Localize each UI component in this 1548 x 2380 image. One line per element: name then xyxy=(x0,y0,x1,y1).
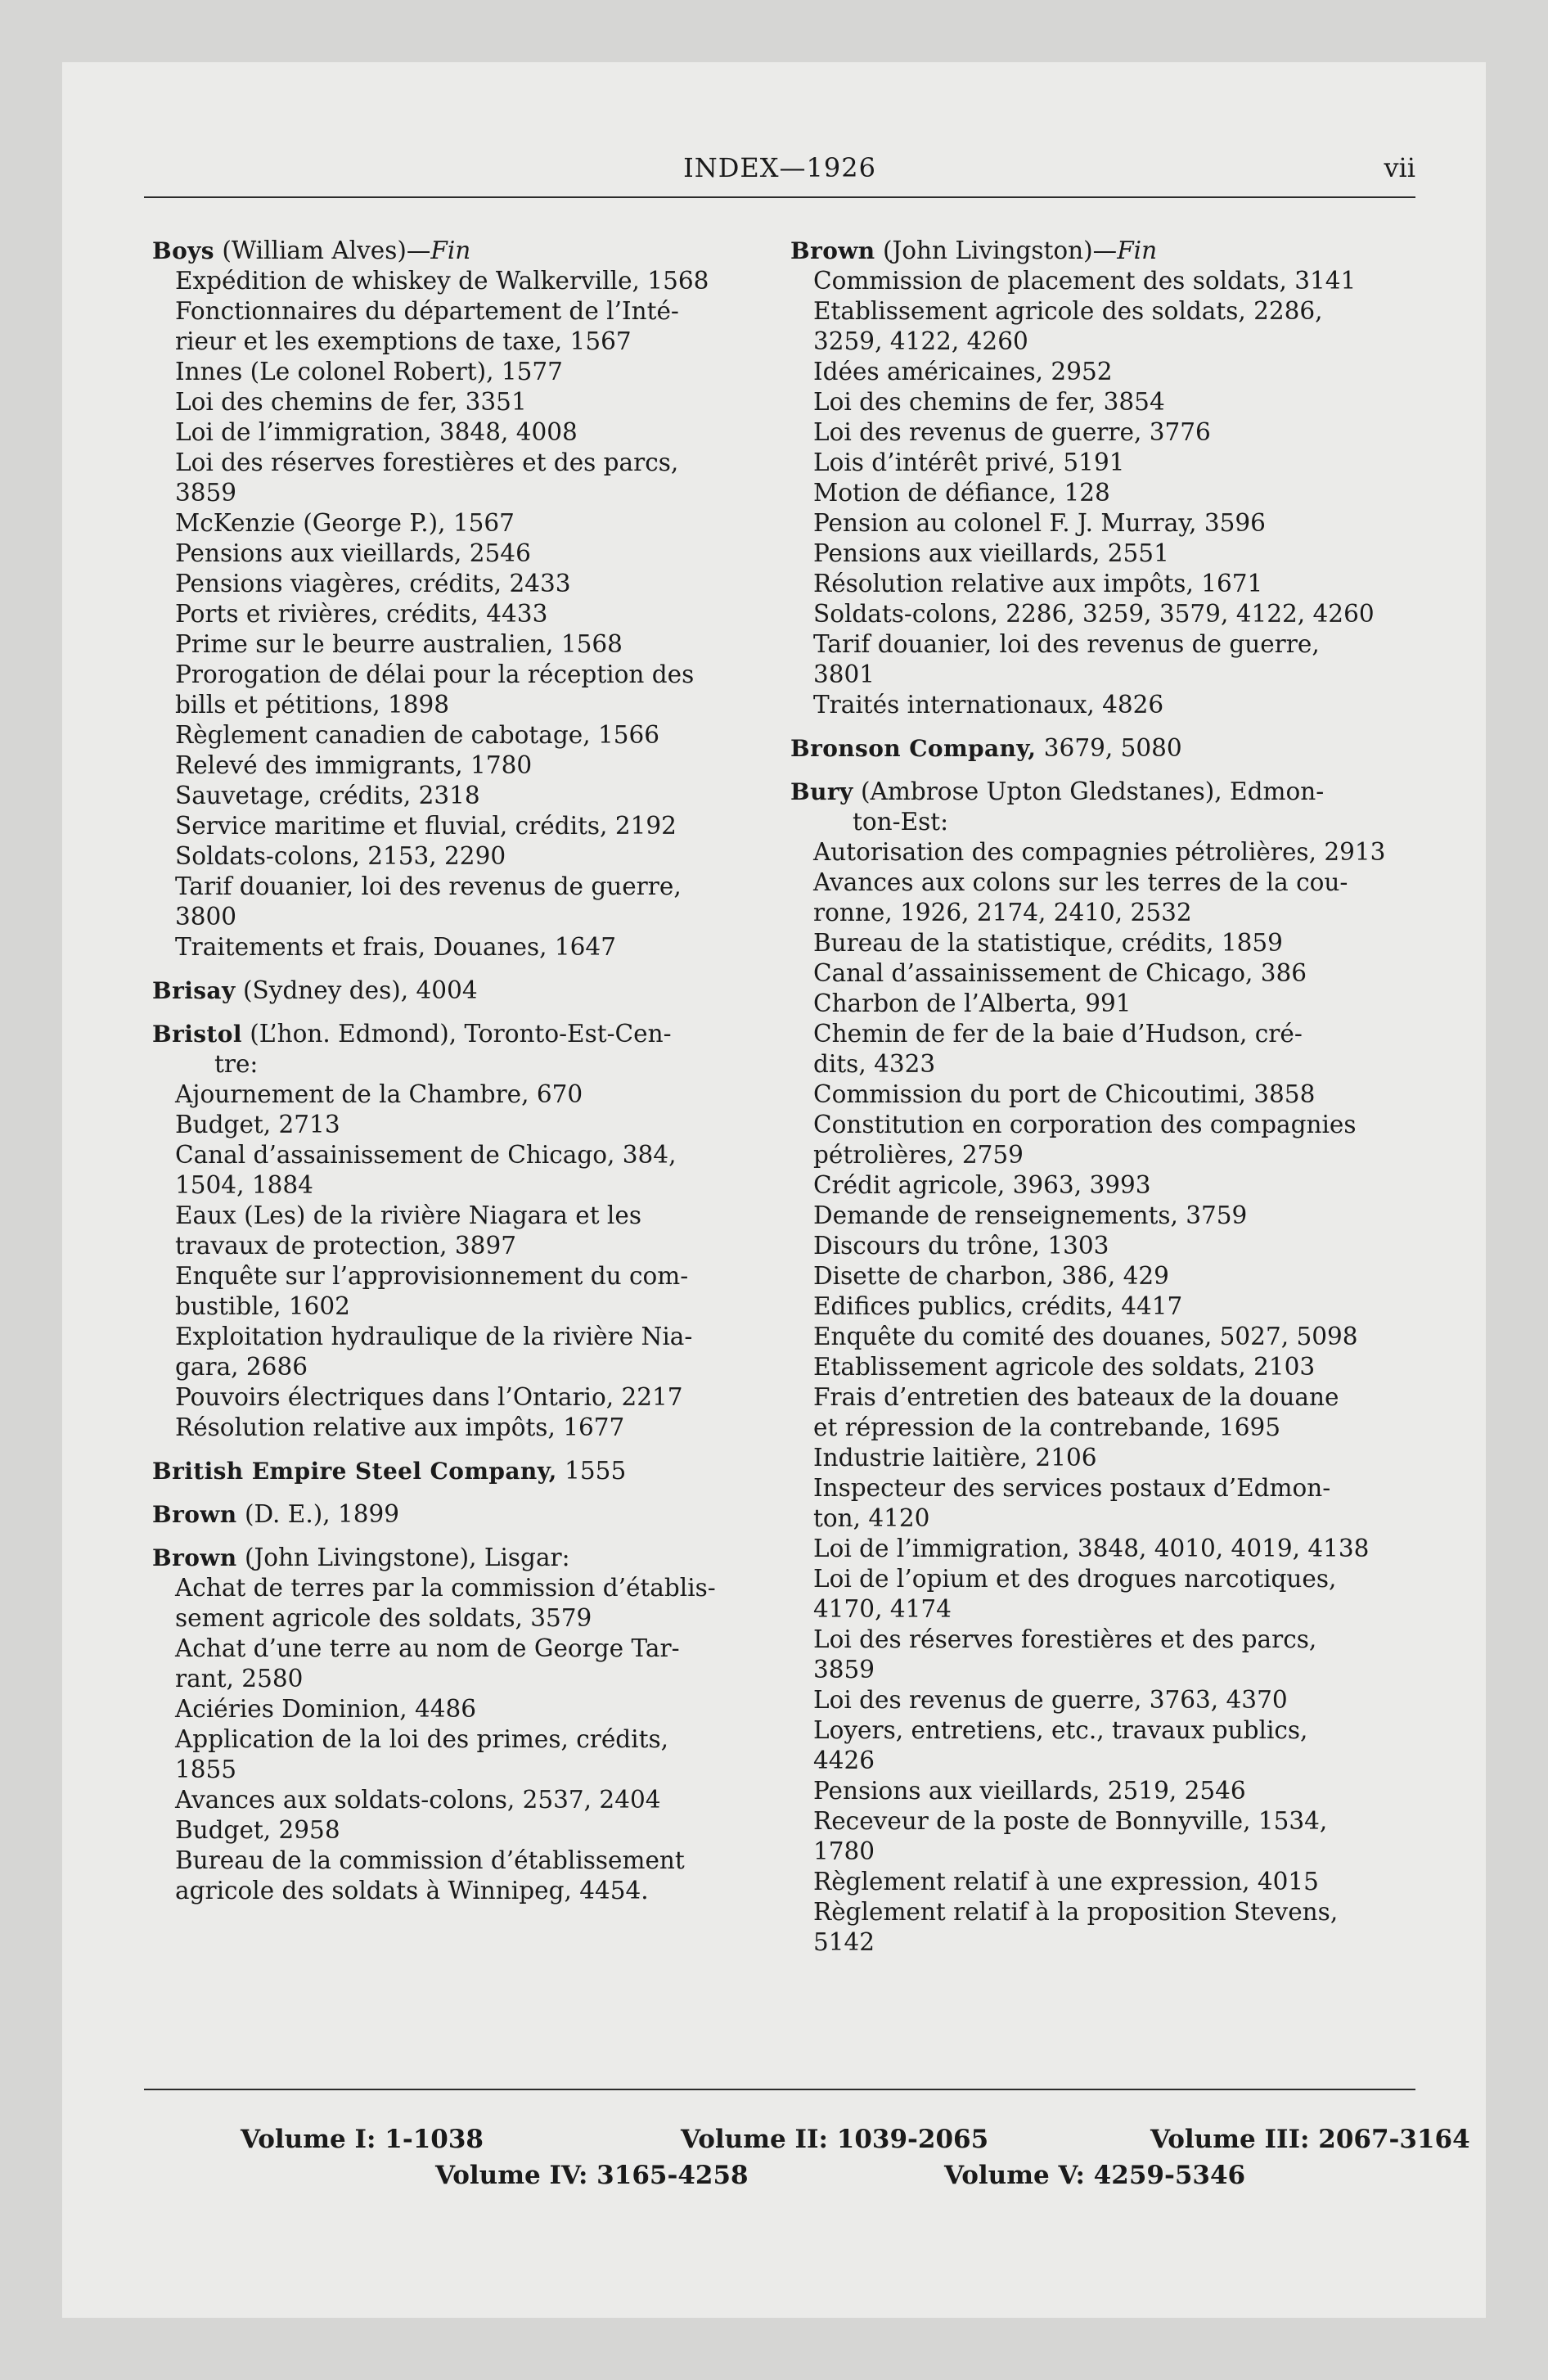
sub-entry-text: Loi des réserves forestières et des parcs, xyxy=(813,1625,1317,1653)
sub-entry-text: Lois d’intérêt privé, 5191 xyxy=(813,449,1125,476)
sub-entry xyxy=(152,357,774,387)
sub-entry xyxy=(152,296,774,357)
sub-entry-text: Bureau de la commission d’établissement xyxy=(175,1846,685,1874)
sub-entry xyxy=(152,629,774,660)
entry-heading xyxy=(152,1019,774,1049)
right-column xyxy=(790,236,1412,1958)
sub-entry xyxy=(790,1534,1412,1564)
sub-entry-text: Loi de l’immigration, 3848, 4008 xyxy=(175,418,578,446)
sub-entry xyxy=(152,569,774,599)
sub-entry xyxy=(790,1806,1412,1867)
sub-entry xyxy=(790,1473,1412,1534)
sub-entry xyxy=(790,1201,1412,1231)
sub-entry xyxy=(790,989,1412,1019)
sub-entry xyxy=(790,1291,1412,1322)
sub-entry-continuation: bustible, 1602 xyxy=(175,1292,350,1320)
sub-entry xyxy=(152,751,774,781)
sub-entry-text: Avances aux soldats-colons, 2537, 2404 xyxy=(175,1786,661,1814)
sub-entry-continuation: 3800 xyxy=(175,903,237,931)
sub-entry-text: Commission du port de Chicoutimi, 3858 xyxy=(813,1080,1316,1108)
sub-entry-continuation: 3859 xyxy=(813,1656,875,1684)
sub-entry xyxy=(790,1019,1412,1080)
sub-entry xyxy=(790,958,1412,989)
sub-entry xyxy=(790,266,1412,296)
sub-entry xyxy=(790,837,1412,868)
sub-entry xyxy=(152,1413,774,1443)
sub-entry-text: Industrie laitière, 2106 xyxy=(813,1444,1097,1472)
sub-entry xyxy=(790,417,1412,448)
sub-entry-text: Sauvetage, crédits, 2318 xyxy=(175,782,480,809)
entry-name: Brisay xyxy=(152,977,236,1004)
sub-entry-continuation: dits, 4323 xyxy=(813,1050,936,1078)
sub-entry-text: Chemin de fer de la baie d’Hudson, cré- xyxy=(813,1020,1303,1048)
sub-entry-text: Motion de défiance, 128 xyxy=(813,479,1110,507)
sub-entry-text: Pensions viagères, crédits, 2433 xyxy=(175,570,571,597)
page-header xyxy=(144,152,1415,188)
sub-entry xyxy=(152,599,774,629)
sub-entry-text: Prime sur le beurre australien, 1568 xyxy=(175,630,623,658)
sub-entry xyxy=(790,1443,1412,1473)
index-entry xyxy=(152,1543,774,1906)
sub-entry xyxy=(152,781,774,811)
sub-entry-text: Crédit agricole, 3963, 3993 xyxy=(813,1171,1151,1199)
sub-entry xyxy=(790,629,1412,690)
entry-detail: 1555 xyxy=(556,1457,627,1485)
sub-entry xyxy=(790,1685,1412,1715)
sub-entry xyxy=(790,296,1412,357)
sub-entry xyxy=(790,539,1412,569)
sub-entry xyxy=(790,1170,1412,1201)
entry-detail: (L’hon. Edmond), Toronto-Est-Cen- xyxy=(241,1020,672,1048)
sub-entry xyxy=(152,1724,774,1785)
sub-entry xyxy=(790,1382,1412,1443)
sub-entry-continuation: 3859 xyxy=(175,479,237,507)
sub-entry xyxy=(790,1564,1412,1625)
sub-entry-text: Enquête sur l’approvisionnement du com- xyxy=(175,1262,689,1290)
sub-entry-text: Règlement relatif à une expression, 4015 xyxy=(813,1868,1319,1895)
sub-entry-text: Achat de terres par la commission d’établis- xyxy=(175,1574,716,1602)
sub-entry-text: Pensions aux vieillards, 2546 xyxy=(175,539,531,567)
sub-entry xyxy=(152,1261,774,1322)
left-column xyxy=(152,236,774,1906)
sub-entry-text: Résolution relative aux impôts, 1677 xyxy=(175,1413,625,1441)
entry-name: Brown xyxy=(790,237,875,264)
sub-entry xyxy=(152,417,774,448)
sub-entry-text: Commission de placement des soldats, 3141 xyxy=(813,267,1357,295)
sub-entry-text: Frais d’entretien des bateaux de la douane xyxy=(813,1383,1339,1411)
sub-entry xyxy=(152,387,774,417)
page xyxy=(62,62,1486,2318)
sub-entry xyxy=(790,387,1412,417)
sub-entry xyxy=(152,1846,774,1906)
entry-continued-marker: Fin xyxy=(430,237,471,264)
sub-entry xyxy=(790,569,1412,599)
sub-entry-text: Canal d’assainissement de Chicago, 386 xyxy=(813,959,1307,987)
sub-entry-text: Tarif douanier, loi des revenus de guerre, xyxy=(175,872,682,900)
entry-heading xyxy=(790,777,1412,807)
sub-entry-text: Soldats-colons, 2153, 2290 xyxy=(175,842,506,870)
volume-3-range: Volume III: 2067-3164 xyxy=(1150,2125,1470,2154)
sub-entry-text: Eaux (Les) de la rivière Niagara et les xyxy=(175,1201,641,1229)
sub-entry-text: Etablissement agricole des soldats, 2103 xyxy=(813,1353,1316,1381)
sub-entry xyxy=(790,690,1412,720)
sub-entry-text: Budget, 2958 xyxy=(175,1816,340,1844)
sub-entry-text: Idées américaines, 2952 xyxy=(813,358,1113,385)
sub-entry-text: Enquête du comité des douanes, 5027, 5098 xyxy=(813,1323,1358,1350)
sub-entry-text: Tarif douanier, loi des revenus de guerre, xyxy=(813,630,1320,658)
sub-entry xyxy=(152,660,774,720)
sub-entry-text: Exploitation hydraulique de la rivière Nia- xyxy=(175,1323,693,1350)
sub-entry-text: Disette de charbon, 386, 429 xyxy=(813,1262,1169,1290)
sub-entry-text: Soldats-colons, 2286, 3259, 3579, 4122, 4260 xyxy=(813,600,1375,628)
volume-4-range: Volume IV: 3165-4258 xyxy=(435,2161,749,2190)
sub-entry xyxy=(152,508,774,539)
sub-entry-text: Expédition de whiskey de Walkerville, 1568 xyxy=(175,267,709,295)
sub-entry-text: Pensions aux vieillards, 2519, 2546 xyxy=(813,1777,1246,1805)
sub-entry xyxy=(152,1815,774,1846)
sub-entry xyxy=(790,1715,1412,1776)
sub-entry-text: Application de la loi des primes, crédits, xyxy=(175,1725,668,1753)
sub-entry xyxy=(790,478,1412,508)
entry-detail: (John Livingstone), Lisgar: xyxy=(236,1544,570,1571)
sub-entry-continuation: gara, 2686 xyxy=(175,1353,308,1381)
sub-entry xyxy=(152,1785,774,1815)
page-title: INDEX—1926 xyxy=(683,152,876,183)
sub-entry-text: Loi des revenus de guerre, 3776 xyxy=(813,418,1211,446)
sub-entry-text: Règlement canadien de cabotage, 1566 xyxy=(175,721,660,749)
sub-entry-continuation: rieur et les exemptions de taxe, 1567 xyxy=(175,327,632,355)
sub-entry-text: Pension au colonel F. J. Murray, 3596 xyxy=(813,509,1266,537)
sub-entry-text: Achat d’une terre au nom de George Tar- xyxy=(175,1634,680,1662)
sub-entry xyxy=(790,1867,1412,1897)
entry-continued-marker: Fin xyxy=(1117,237,1158,264)
sub-entry-continuation: 4170, 4174 xyxy=(813,1595,952,1623)
sub-entry-text: Aciéries Dominion, 4486 xyxy=(175,1695,477,1723)
sub-entry xyxy=(152,811,774,841)
sub-entry-text: Traités internationaux, 4826 xyxy=(813,691,1164,719)
sub-entry-text: Autorisation des compagnies pétrolières, 2913 xyxy=(813,838,1386,866)
sub-entry-text: Prorogation de délai pour la réception des xyxy=(175,660,695,688)
entry-detail: (John Livingston)— xyxy=(875,237,1118,264)
sub-entry-text: Traitements et frais, Douanes, 1647 xyxy=(175,933,616,961)
sub-entry-continuation: pétrolières, 2759 xyxy=(813,1141,1024,1169)
sub-entry xyxy=(790,1352,1412,1382)
index-entry xyxy=(152,1499,774,1530)
sub-entry-text: Pouvoirs électriques dans l’Ontario, 2217 xyxy=(175,1383,683,1411)
sub-entry-text: Inspecteur des services postaux d’Edmon- xyxy=(813,1474,1331,1502)
footer-rule xyxy=(144,2089,1415,2090)
sub-entry-text: Canal d’assainissement de Chicago, 384, xyxy=(175,1141,677,1169)
sub-entry-text: Bureau de la statistique, crédits, 1859 xyxy=(813,929,1283,957)
sub-entry xyxy=(152,1110,774,1140)
sub-entry xyxy=(152,266,774,296)
sub-entry-text: Loyers, entretiens, etc., travaux publics, xyxy=(813,1716,1308,1744)
sub-entry xyxy=(790,1625,1412,1685)
sub-entry-continuation: 4426 xyxy=(813,1747,875,1774)
sub-entry-continuation: 1504, 1884 xyxy=(175,1171,313,1199)
sub-entry xyxy=(790,1110,1412,1170)
sub-entry xyxy=(152,1140,774,1201)
sub-entry xyxy=(152,1080,774,1110)
sub-entry-text: Demande de renseignements, 3759 xyxy=(813,1201,1248,1229)
sub-entry xyxy=(790,357,1412,387)
sub-entry xyxy=(152,1201,774,1261)
sub-entry xyxy=(790,868,1412,928)
sub-entry xyxy=(790,1231,1412,1261)
sub-entry xyxy=(152,841,774,872)
sub-entry-continuation: sement agricole des soldats, 3579 xyxy=(175,1604,592,1632)
index-entry xyxy=(152,976,774,1006)
sub-entry xyxy=(152,1573,774,1634)
sub-entry xyxy=(152,932,774,962)
entry-heading xyxy=(790,236,1412,266)
sub-entry xyxy=(152,448,774,508)
entry-detail: (D. E.), 1899 xyxy=(236,1500,400,1528)
sub-entry xyxy=(152,1382,774,1413)
entry-detail: (William Alves)— xyxy=(214,237,431,264)
sub-entry-continuation: bills et pétitions, 1898 xyxy=(175,691,450,719)
sub-entry-continuation: 1855 xyxy=(175,1756,237,1783)
sub-entry xyxy=(152,1694,774,1724)
sub-entry xyxy=(790,928,1412,958)
sub-entry-continuation: ronne, 1926, 2174, 2410, 2532 xyxy=(813,899,1192,926)
index-entry xyxy=(152,1456,774,1486)
sub-entry xyxy=(790,1897,1412,1958)
sub-entry-text: Loi des réserves forestières et des parcs, xyxy=(175,449,679,476)
entry-heading-continuation: tre: xyxy=(214,1050,259,1078)
entry-detail: (Sydney des), 4004 xyxy=(235,976,478,1004)
sub-entry-text: Loi des revenus de guerre, 3763, 4370 xyxy=(813,1686,1288,1714)
sub-entry xyxy=(152,1634,774,1694)
sub-entry xyxy=(790,1322,1412,1352)
index-entry xyxy=(152,236,774,962)
index-entry xyxy=(152,1019,774,1443)
header-rule xyxy=(144,196,1415,198)
sub-entry-continuation: ton, 4120 xyxy=(813,1504,930,1532)
sub-entry-text: Fonctionnaires du département de l’Inté- xyxy=(175,297,679,325)
sub-entry xyxy=(790,599,1412,629)
sub-entry xyxy=(152,1322,774,1382)
sub-entry-text: Ajournement de la Chambre, 670 xyxy=(175,1080,583,1108)
sub-entry xyxy=(790,1261,1412,1291)
entry-heading xyxy=(152,1456,774,1486)
sub-entry-text: Règlement relatif à la proposition Stevens, xyxy=(813,1898,1339,1926)
sub-entry xyxy=(790,508,1412,539)
sub-entry xyxy=(152,872,774,932)
sub-entry xyxy=(790,1080,1412,1110)
entry-name: Boys xyxy=(152,237,214,264)
entry-name: Brown xyxy=(152,1544,237,1571)
entry-heading xyxy=(790,733,1412,764)
sub-entry-text: Budget, 2713 xyxy=(175,1111,340,1138)
sub-entry-continuation: rant, 2580 xyxy=(175,1665,304,1693)
sub-entry-text: Pensions aux vieillards, 2551 xyxy=(813,539,1169,567)
volume-2-range: Volume II: 1039-2065 xyxy=(681,2125,989,2154)
entry-detail: (Ambrose Upton Gledstanes), Edmon- xyxy=(853,778,1325,805)
sub-entry-continuation: 5142 xyxy=(813,1928,875,1956)
sub-entry-text: Loi de l’immigration, 3848, 4010, 4019, 4138 xyxy=(813,1535,1370,1562)
sub-entry-text: Constitution en corporation des compagnies xyxy=(813,1111,1357,1138)
sub-entry-text: Discours du trône, 1303 xyxy=(813,1232,1109,1260)
volume-1-range: Volume I: 1-1038 xyxy=(241,2125,484,2154)
entry-name: Bristol xyxy=(152,1021,242,1048)
entry-heading xyxy=(152,1543,774,1573)
sub-entry-text: Receveur de la poste de Bonnyville, 1534, xyxy=(813,1807,1328,1835)
sub-entry-continuation: agricole des soldats à Winnipeg, 4454. xyxy=(175,1877,649,1904)
sub-entry xyxy=(152,720,774,751)
sub-entry-text: McKenzie (George P.), 1567 xyxy=(175,509,515,537)
entry-name: Brown xyxy=(152,1501,237,1528)
sub-entry-text: Service maritime et fluvial, crédits, 2192 xyxy=(175,812,677,840)
entry-heading-continuation: ton-Est: xyxy=(853,808,949,836)
entry-name: Bronson Company, xyxy=(790,735,1037,762)
entry-heading xyxy=(152,1499,774,1530)
sub-entry-text: Résolution relative aux impôts, 1671 xyxy=(813,570,1263,597)
entry-heading xyxy=(152,976,774,1006)
volume-5-range: Volume V: 4259-5346 xyxy=(944,2161,1246,2190)
sub-entry-text: Loi des chemins de fer, 3351 xyxy=(175,388,527,416)
sub-entry xyxy=(790,448,1412,478)
index-entry xyxy=(790,236,1412,720)
sub-entry xyxy=(152,539,774,569)
entry-name: British Empire Steel Company, xyxy=(152,1458,557,1485)
sub-entry-continuation: 1780 xyxy=(813,1837,875,1865)
entry-name: Bury xyxy=(790,778,853,805)
sub-entry-continuation: travaux de protection, 3897 xyxy=(175,1232,516,1260)
sub-entry-text: Etablissement agricole des soldats, 2286, xyxy=(813,297,1323,325)
sub-entry-continuation: 3801 xyxy=(813,660,875,688)
index-entry xyxy=(790,733,1412,764)
sub-entry-text: Loi de l’opium et des drogues narcotiques, xyxy=(813,1565,1337,1593)
sub-entry-text: Ports et rivières, crédits, 4433 xyxy=(175,600,548,628)
sub-entry-text: Charbon de l’Alberta, 991 xyxy=(813,989,1132,1017)
sub-entry-continuation: et répression de la contrebande, 1695 xyxy=(813,1413,1281,1441)
sub-entry-text: Relevé des immigrants, 1780 xyxy=(175,751,533,779)
sub-entry xyxy=(790,1776,1412,1806)
entry-heading xyxy=(152,236,774,266)
sub-entry-text: Loi des chemins de fer, 3854 xyxy=(813,388,1165,416)
page-number: vii xyxy=(1384,152,1415,183)
sub-entry-continuation: 3259, 4122, 4260 xyxy=(813,327,1028,355)
sub-entry-text: Innes (Le colonel Robert), 1577 xyxy=(175,358,563,385)
index-entry xyxy=(790,777,1412,1958)
sub-entry-text: Avances aux colons sur les terres de la cou- xyxy=(813,868,1348,896)
sub-entry-text: Edifices publics, crédits, 4417 xyxy=(813,1292,1183,1320)
entry-detail: 3679, 5080 xyxy=(1036,734,1182,762)
